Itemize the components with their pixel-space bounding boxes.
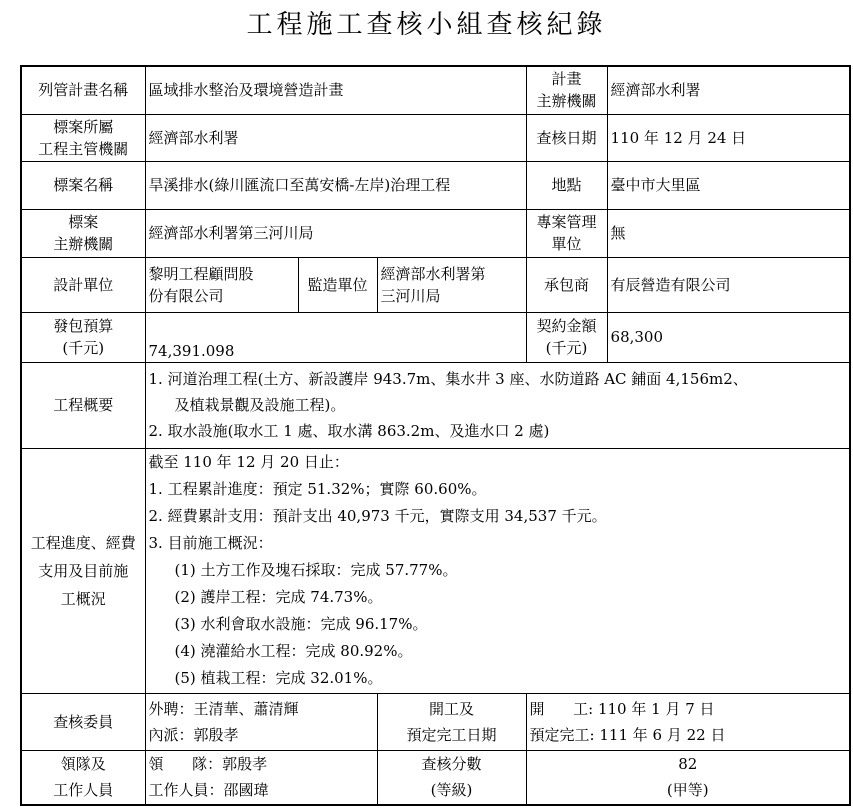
row-plan-name (21, 66, 850, 114)
supervise-unit-label: 監造單位 (298, 257, 377, 312)
supervise-unit-value (377, 257, 526, 312)
plan-name-label: 列管計畫名稱 (21, 66, 145, 114)
page-title: 工程施工查核小組查核紀錄 (246, 10, 607, 40)
design-unit-line2: 份有限公司 (148, 286, 224, 305)
plan-agency-label-line1: 計畫 (551, 70, 582, 89)
progress-item-3: (3) 水利會取水設施：完成 96.17%。 (174, 615, 428, 633)
host-agency-label (21, 209, 145, 257)
host-agency-label-line2: 主辦機關 (53, 235, 114, 253)
pm-unit-value: 無 (607, 209, 850, 257)
team-label-line2: 工作人員 (53, 781, 114, 800)
contractor-value: 有辰營造有限公司 (607, 257, 850, 312)
inspectors-label: 查核委員 (21, 693, 145, 750)
plan-agency-value: 經濟部水利署 (607, 66, 850, 114)
team-leader: 領 隊：郭殷孝 (148, 755, 268, 774)
overview-line1: 1. 河道治理工程(土方、新設護岸 943.7m、集水井 3 座、水防道路 AC 鋪面 4,156m2、 (148, 370, 748, 388)
score-label-line2: (等級) (430, 781, 473, 800)
contract-amount-label (526, 312, 607, 362)
progress-label-line1: 工程進度、經費 (30, 533, 136, 552)
row-team (21, 750, 850, 805)
team-value (145, 750, 377, 805)
budget-label (21, 312, 145, 362)
row-units (21, 257, 850, 312)
inspection-record-table (20, 65, 851, 806)
progress-label-line3: 工概況 (60, 589, 106, 608)
pm-unit-label (526, 209, 607, 257)
inspectors-internal: 內派：郭殷孝 (148, 725, 239, 744)
schedule-start: 開 工: 110 年 1 月 7 日 (529, 699, 715, 718)
inspectors-value (145, 693, 377, 750)
row-project-name (21, 161, 850, 209)
pm-unit-label-line2: 單位 (551, 235, 582, 253)
design-unit-line1: 黎明工程顧問股 (148, 264, 254, 283)
progress-line-schedule: 1. 工程累計進度：預定 51.32%；實際 60.60%。 (148, 480, 487, 498)
team-label (21, 750, 145, 805)
progress-item-1: (1) 土方工作及塊石採取：完成 57.77%。 (174, 561, 458, 579)
project-name-value: 旱溪排水(綠川匯流口至萬安橋-左岸)治理工程 (145, 161, 526, 209)
progress-label (21, 448, 145, 693)
authority-label (21, 114, 145, 161)
project-name-label: 標案名稱 (21, 161, 145, 209)
contractor-label: 承包商 (526, 257, 607, 312)
progress-content (145, 448, 850, 693)
design-unit-value (145, 257, 298, 312)
budget-label-line2: (千元) (62, 339, 105, 357)
team-label-line1: 領隊及 (60, 755, 106, 774)
schedule-label-line2: 預定完工日期 (406, 725, 497, 744)
plan-agency-label (526, 66, 607, 114)
overview-content (145, 362, 850, 448)
overview-line2: 及植栽景觀及設施工程)。 (174, 396, 346, 414)
row-host-agency (21, 209, 850, 257)
pm-unit-label-line1: 專案管理 (536, 213, 597, 231)
authority-value: 經濟部水利署 (145, 114, 526, 161)
schedule-end: 預定完工: 111 年 6 月 22 日 (529, 725, 726, 744)
host-agency-label-line1: 標案 (68, 213, 99, 231)
inspection-date-label: 查核日期 (526, 114, 607, 161)
score-label (377, 750, 526, 805)
inspectors-external: 外聘：王清華、蕭清輝 (148, 699, 299, 718)
location-label: 地點 (526, 161, 607, 209)
host-agency-value: 經濟部水利署第三河川局 (145, 209, 526, 257)
score-label-line1: 查核分數 (421, 755, 482, 774)
progress-line-current: 3. 目前施工概況： (148, 534, 273, 552)
authority-label-line2: 工程主管機關 (38, 139, 129, 158)
contract-amount-label-line1: 契約金額 (536, 317, 597, 335)
progress-label-line2: 支用及目前施 (38, 561, 129, 580)
row-budget (21, 312, 850, 362)
row-inspectors (21, 693, 850, 750)
budget-value: 74,391.098 (145, 312, 526, 362)
row-progress (21, 448, 850, 693)
row-authority (21, 114, 850, 161)
progress-item-4: (4) 澆灌給水工程：完成 80.92%。 (174, 642, 413, 660)
contract-amount-value: 68,300 (607, 312, 850, 362)
schedule-label-line1: 開工及 (429, 699, 475, 718)
team-staff: 工作人員：邵國瑋 (148, 781, 269, 800)
score-number: 82 (678, 755, 698, 774)
score-grade: (甲等) (666, 781, 709, 800)
row-overview (21, 362, 850, 448)
location-value: 臺中市大里區 (607, 161, 850, 209)
overview-line3: 2. 取水設施(取水工 1 處、取水溝 863.2m、及進水口 2 處) (148, 422, 550, 440)
contract-amount-label-line2: (千元) (545, 339, 588, 357)
design-unit-label: 設計單位 (21, 257, 145, 312)
score-value (526, 750, 850, 805)
progress-item-2: (2) 護岸工程：完成 74.73%。 (174, 588, 383, 606)
supervise-unit-line1: 經濟部水利署第 (380, 264, 486, 283)
plan-agency-label-line2: 主辦機關 (536, 92, 597, 111)
progress-line-asof: 截至 110 年 12 月 20 日止： (148, 453, 349, 471)
inspection-date-value: 110 年 12 月 24 日 (607, 114, 850, 161)
authority-label-line1: 標案所屬 (53, 117, 114, 136)
schedule-value (526, 693, 850, 750)
supervise-unit-line2: 三河川局 (380, 286, 441, 305)
progress-item-5: (5) 植栽工程：完成 32.01%。 (174, 669, 383, 687)
plan-name-value: 區域排水整治及環境營造計畫 (145, 66, 526, 114)
budget-label-line1: 發包預算 (53, 317, 114, 335)
overview-label: 工程概要 (21, 362, 145, 448)
schedule-label (377, 693, 526, 750)
progress-line-expense: 2. 經費累計支用：預計支出 40,973 千元，實際支用 34,537 千元。 (148, 507, 607, 525)
